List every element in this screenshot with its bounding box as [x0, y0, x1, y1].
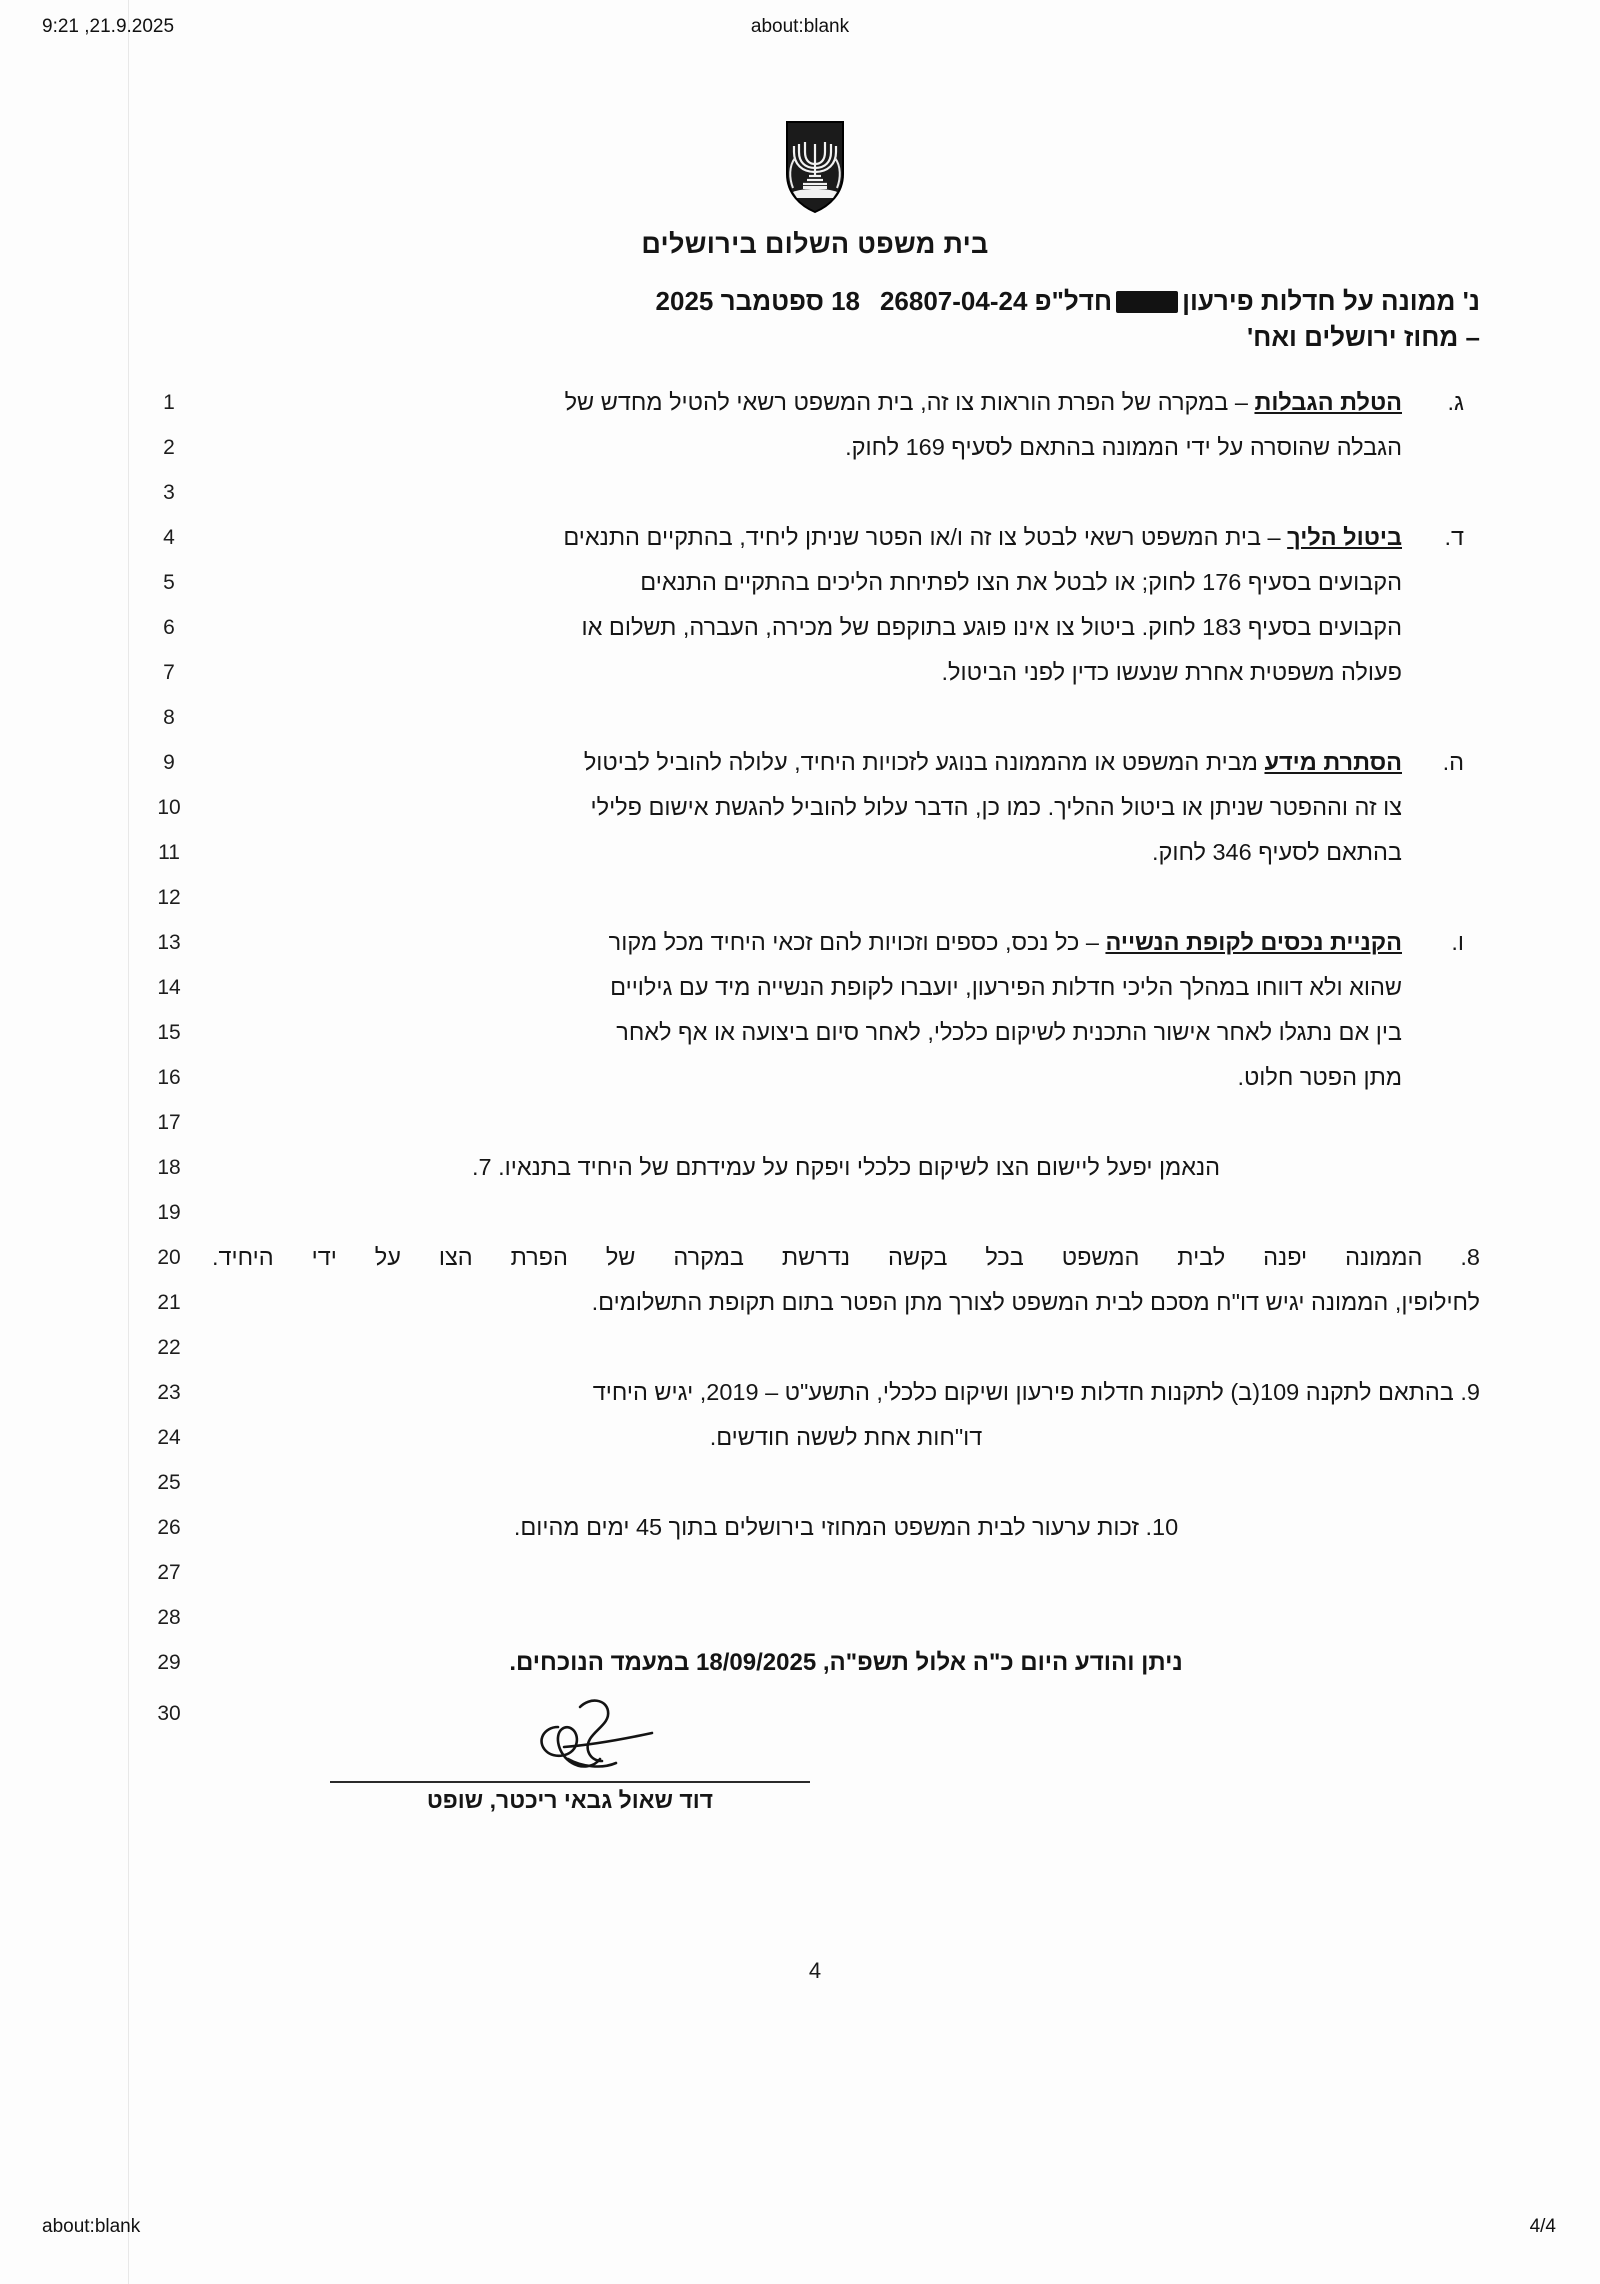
numbered-item-10	[212, 1505, 1480, 1550]
clause-text: הקבועים בסעיף 176 לחוק; או לבטל את הצו לפתיחת הליכים בהתקיים התנאים	[640, 569, 1402, 595]
line-number: 10	[157, 796, 181, 819]
case-number-suffix: נ' ממונה על חדלות פירעון	[1182, 286, 1480, 316]
line-number: 18	[157, 1156, 181, 1179]
numbered-item-8-line-1	[212, 1235, 1480, 1280]
case-header-row	[150, 284, 1480, 354]
clause-text: מתן הפטר חלוט.	[1237, 1064, 1402, 1090]
redacted-party-name	[1116, 291, 1178, 313]
clause-text: – כל נכס, כספים וזכויות להם זכאי היחיד מכל מקור	[608, 929, 1099, 955]
clause-text: הגבלה שהוסרה על ידי הממונה בהתאם לסעיף 169 לחוק.	[845, 434, 1402, 460]
clause-title: הסתרת מידע	[1264, 749, 1402, 775]
item-text: הנאמן יפעל ליישום הצו לשיקום כלכלי ויפקח על עמידתם של היחיד בתנאיו.	[498, 1154, 1221, 1180]
line-number: 4	[163, 526, 175, 549]
judge-name: דוד שאול גבאי ריכטר, שופט	[426, 1787, 714, 1813]
clause-gimel-line-1	[212, 380, 1480, 425]
line-number: 17	[157, 1111, 181, 1134]
line-number: 6	[163, 616, 175, 639]
line-number: 21	[157, 1291, 181, 1314]
decision-date: 18 ספטמבר 2025	[655, 286, 860, 316]
clause-text: צו זה וההפטר שניתן או ביטול ההליך. כמו כן, הדבר עלול להוביל להגשת אישום פלילי	[590, 794, 1402, 820]
line-number: 13	[157, 931, 181, 954]
browser-print-header	[0, 16, 1600, 56]
court-name-heading: בית משפט השלום בירושלים	[641, 229, 989, 259]
line-number: 24	[157, 1426, 181, 1449]
clause-text: מבית המשפט או מהממונה בנוגע לזכויות היחיד, עלולה להוביל לביטול	[583, 749, 1258, 775]
item-text: בהתאם לתקנה 109(ב) לתקנות חדלות פירעון ושיקום כלכלי, התשע"ט – 2019, יגיש היחיד	[592, 1379, 1454, 1405]
clause-text: בהתאם לסעיף 346 לחוק.	[1152, 839, 1402, 865]
line-number: 5	[163, 571, 175, 594]
line-number: 3	[163, 481, 175, 504]
case-number-prefix: חדל"פ 26807-04-24	[879, 286, 1113, 316]
clause-marker: ד.	[1444, 524, 1464, 550]
item-marker: 10.	[1145, 1514, 1179, 1540]
numbered-item-9-line-2	[212, 1415, 1480, 1460]
print-header-url: about:blank	[750, 16, 850, 37]
line-number-gutter	[146, 380, 192, 1685]
item-marker: 9.	[1460, 1379, 1480, 1405]
clause-dalet-line-2	[212, 560, 1480, 605]
item-text: לחילופין, הממונה יגיש דו"ח מסכם לבית המשפט לצורך מתן הפטר בתום תקופת התשלומים.	[591, 1289, 1480, 1315]
clause-gimel-line-2	[212, 425, 1480, 470]
line-number: 7	[163, 661, 175, 684]
clause-text: פעולה משפטית אחרת שנעשו כדין לפני הביטול.	[941, 659, 1402, 685]
item-text: זכות ערעור לבית המשפט המחוזי בירושלים בתוך 45 ימים מהיום.	[513, 1514, 1139, 1540]
numbered-item-7	[212, 1145, 1480, 1190]
case-number-line	[880, 286, 1480, 317]
item-text: הממונה יפנה לבית המשפט בכל בקשה נדרשת במקרה של הפרת הצו על ידי היחיד.	[212, 1244, 1423, 1270]
clause-text: הקבועים בסעיף 183 לחוק. ביטול צו אינו פוגע בתוקפם של מכירה, העברה, תשלום או	[581, 614, 1402, 640]
handwritten-signature-icon	[520, 1689, 720, 1790]
line-number: 14	[157, 976, 181, 999]
line-number: 2	[163, 436, 175, 459]
line-number: 20	[157, 1246, 181, 1269]
line-number: 27	[157, 1561, 181, 1584]
emblem-container	[150, 118, 1480, 219]
clause-vav-line-2	[212, 965, 1480, 1010]
browser-print-footer	[0, 2216, 1600, 2256]
signature-block	[150, 1693, 1480, 1823]
case-district-line: – מחוז ירושלים ואח'	[1246, 322, 1480, 352]
clause-dalet-line-4	[212, 650, 1480, 695]
line-number: 25	[157, 1471, 181, 1494]
scan-edge-line	[128, 0, 129, 2284]
line-number: 28	[157, 1606, 181, 1629]
line-number: 15	[157, 1021, 181, 1044]
israel-state-emblem-icon	[783, 118, 847, 214]
clause-he-line-1	[212, 740, 1480, 785]
clause-he-line-2	[212, 785, 1480, 830]
numbered-item-9-line-1	[212, 1370, 1480, 1415]
judgment-body	[150, 380, 1480, 1685]
line-number: 9	[163, 751, 175, 774]
clause-vav-line-4	[212, 1055, 1480, 1100]
line-number: 23	[157, 1381, 181, 1404]
line-number: 29	[157, 1651, 181, 1674]
court-document	[150, 96, 1480, 2136]
clause-title: ביטול הליך	[1287, 524, 1402, 550]
print-footer-url: about:blank	[42, 2216, 141, 2237]
clause-marker: ה.	[1442, 749, 1464, 775]
numbered-item-8-line-2	[212, 1280, 1480, 1325]
clause-text: בין אם נתגלו לאחר אישור התכנית לשיקום כלכלי, לאחר סיום ביצועה או אף לאחר	[616, 1019, 1402, 1045]
line-number: 11	[158, 841, 180, 864]
clause-dalet-line-3	[212, 605, 1480, 650]
item-text: דו"חות אחת לששה חודשים.	[709, 1424, 983, 1450]
judgment-lines	[212, 380, 1480, 1685]
line-number: 26	[157, 1516, 181, 1539]
line-number: 12	[157, 886, 181, 909]
line-number: 19	[157, 1201, 181, 1224]
document-page-number: 4	[808, 1958, 822, 1983]
clause-text: שהוא ולא דווחו במהלך הליכי חדלות הפירעון, יועברו לקופת הנשייה מיד עם גילויים	[610, 974, 1402, 1000]
clause-vav-line-3	[212, 1010, 1480, 1055]
line-number-30: 30	[157, 1702, 181, 1725]
clause-text: – בית המשפט רשאי לבטל צו זה ו/או הפטר שניתן ליחיד, בהתקיים התנאים	[563, 524, 1281, 550]
clause-vav-line-1	[212, 920, 1480, 965]
clause-dalet-line-1	[212, 515, 1480, 560]
line-number: 8	[163, 706, 175, 729]
line-number: 1	[163, 391, 175, 414]
line-number: 16	[157, 1066, 181, 1089]
item-marker: 7.	[471, 1154, 492, 1180]
clause-text: – במקרה של הפרת הוראות צו זה, בית המשפט רשאי להטיל מחדש של	[564, 389, 1248, 415]
line-number: 22	[157, 1336, 181, 1359]
clause-title: הטלת הגבלות	[1254, 389, 1402, 415]
signature-rule	[330, 1781, 810, 1783]
clause-he-line-3	[212, 830, 1480, 875]
item-marker: 8.	[1460, 1244, 1480, 1270]
clause-title: הקניית נכסים לקופת הנשייה	[1105, 929, 1402, 955]
clause-marker: ו.	[1451, 929, 1464, 955]
print-footer-page-count: 4/4	[1529, 2216, 1556, 2237]
clause-marker: ג.	[1447, 389, 1464, 415]
print-header-datetime: 9:21 ,21.9.2025	[42, 16, 175, 37]
closing-statement: ניתן והודע היום כ"ה אלול תשפ"ה, 18/09/2025 במעמד הנוכחים.	[509, 1649, 1183, 1676]
